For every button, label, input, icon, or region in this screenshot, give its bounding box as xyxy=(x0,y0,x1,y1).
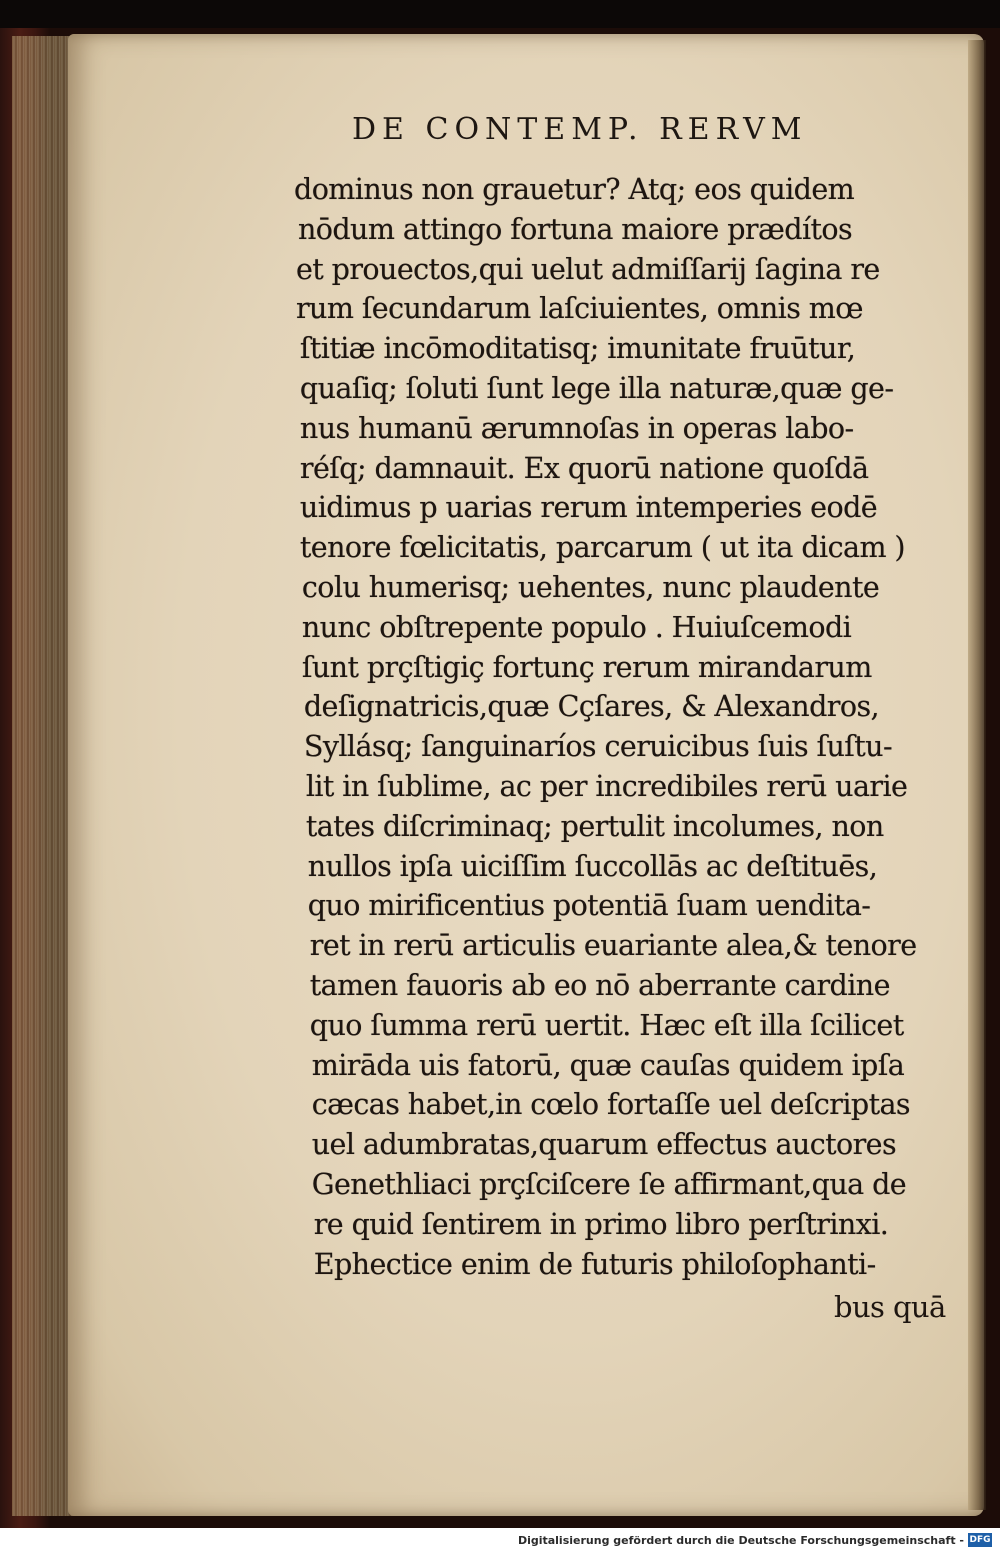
footer-credit: Digitalisierung gefördert durch die Deutsche Forschungsgemeinschaft - xyxy=(517,1534,964,1547)
text-line: nullos ipſa uiciſſim ſuccollās ac deſtituēs, xyxy=(307,848,878,883)
dfg-logo: DFG xyxy=(969,1535,991,1545)
text-line: Syllásq; ſanguinaríos ceruicibus ſuis ſuſtu- xyxy=(303,729,893,764)
text-line: quaſiq; ſoluti ſunt lege illa naturæ,quæ ge- xyxy=(299,370,894,405)
text-line: et prouectos,qui uelut admiſſarij ſagina re xyxy=(295,251,880,286)
catchword: bus quā xyxy=(834,1290,946,1324)
page-right-edge xyxy=(968,40,986,1510)
text-line: ſtitiæ incōmoditatisq; imunitate fruūtur, xyxy=(299,331,856,366)
text-line: deſignatricis,quæ Cçſares, & Alexandros, xyxy=(303,689,880,724)
text-line: quo mirificentius potentiā ſuam uendita- xyxy=(307,888,871,923)
text-line: uel adumbratas,quarum effectus auctores xyxy=(311,1127,897,1162)
text-line: tamen fauoris ab eo nō aberrante cardine xyxy=(309,967,890,1002)
running-head: DE CONTEMP. RERVM xyxy=(352,112,808,147)
text-line: re quid ſentirem in primo libro perſtrinxi. xyxy=(313,1206,889,1241)
text-line: cæcas habet,in cœlo fortaſſe uel deſcriptas xyxy=(311,1087,910,1122)
text-line: nus humanū ærumnoſas in operas labo- xyxy=(299,410,854,445)
text-line: Ephectice enim de futuris philoſophanti- xyxy=(313,1246,876,1281)
text-line: lit in ſublime, ac per incredibiles rerū uarie xyxy=(305,768,908,803)
text-line: réſq; damnauit. Ex quorū natione quoſdā xyxy=(299,450,869,485)
page-text xyxy=(294,170,954,1284)
text-line: dominus non grauetur? Atq; eos quidem xyxy=(294,172,855,206)
text-line: Genethliaci prçſciſcere ſe affirmant,qua de xyxy=(311,1166,907,1201)
text-line: tates diſcriminaq; pertulit incolumes, non xyxy=(305,808,884,843)
text-line: nōdum attingo fortuna maiore prædítos xyxy=(297,211,853,246)
text-line: nunc obſtrepente populo . Huiuſcemodi xyxy=(301,609,852,644)
text-line: colu humerisq; uehentes, nunc plaudente xyxy=(301,569,880,604)
text-line: ſunt prçſtigiç fortunç rerum mirandarum xyxy=(301,649,872,684)
text-line: quo ſumma rerū uertit. Hæc eſt illa ſcilicet xyxy=(309,1007,904,1042)
text-line: uidimus p uarias rerum intemperies eodē xyxy=(299,490,878,525)
text-line: rum ſecundarum laſciuientes, omnis mœ xyxy=(295,291,863,326)
text-line: tenore fœlicitatis, parcarum ( ut ita dicam ) xyxy=(299,530,905,565)
text-line: mirāda uis fatorū, quæ cauſas quidem ipſa xyxy=(311,1047,905,1082)
footer-bar xyxy=(0,1528,1000,1553)
text-line: ret in rerū articulis euariante alea,& tenore xyxy=(309,928,917,963)
